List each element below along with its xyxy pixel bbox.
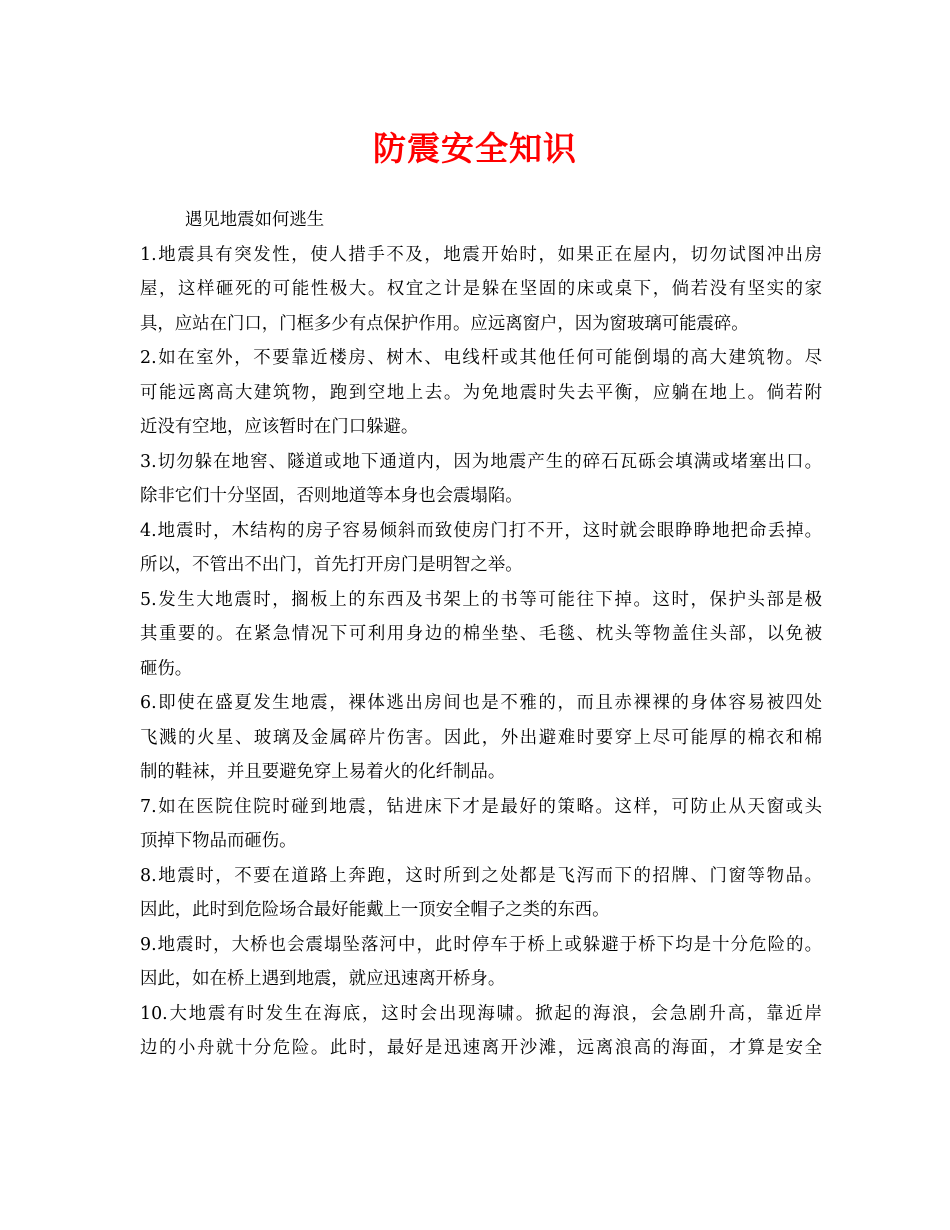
paragraph-8	[140, 859, 822, 928]
paragraph-3	[140, 445, 822, 514]
paragraph-10	[140, 997, 822, 1066]
paragraph-5	[140, 583, 822, 687]
text-line: 砸伤。	[140, 658, 193, 679]
text-line: 制的鞋袜，并且要避免穿上易着火的化纤制品。	[140, 762, 506, 782]
text-line: 其重要的。在紧急情况下可利用身边的棉坐垫、毛毯、枕头等物盖住头部，以免被	[140, 624, 822, 644]
text-line: 具，应站在门口，门框多少有点保护作用。应远离窗户，因为窗玻璃可能震碎。	[140, 313, 749, 334]
document-body	[140, 203, 822, 1066]
text-line: 4.地震时，木结构的房子容易倾斜而致使房门打不开，这时就会眼睁睁地把命丢掉。	[140, 520, 822, 541]
paragraph-2	[140, 341, 822, 445]
section-subtitle: 遇见地震如何逃生	[185, 210, 325, 230]
text-line: 10.大地震有时发生在海底，这时会出现海啸。掀起的海浪，会急剧升高，靠近岸	[140, 1003, 822, 1024]
text-line: 顶掉下物品而砸伤。	[140, 831, 297, 851]
paragraph-7	[140, 790, 822, 859]
text-line: 除非它们十分坚固，否则地道等本身也会震塌陷。	[140, 486, 523, 506]
paragraph-4	[140, 514, 822, 583]
paragraph-9	[140, 928, 822, 997]
paragraph-6	[140, 686, 822, 790]
paragraph-1	[140, 238, 822, 342]
text-line: 边的小舟就十分危险。此时，最好是迅速离开沙滩，远离浪高的海面，才算是安全	[140, 1038, 822, 1058]
text-line: 可能远离高大建筑物，跑到空地上去。为免地震时失去平衡，应躺在地上。倘若附	[140, 382, 822, 403]
text-line: 6.即使在盛夏发生地震，裸体逃出房间也是不雅的，而且赤裸裸的身体容易被四处	[140, 693, 822, 713]
text-line: 8.地震时，不要在道路上奔跑，这时所到之处都是飞泻而下的招牌、门窗等物品。	[140, 865, 822, 886]
text-line: 屋，这样砸死的可能性极大。权宜之计是躲在坚固的床或桌下，倘若没有坚实的家	[140, 279, 822, 299]
text-line: 7.如在医院住院时碰到地震，钻进床下才是最好的策略。这样，可防止从天窗或头	[140, 796, 822, 817]
text-line: 飞溅的火星、玻璃及金属碎片伤害。因此，外出避难时要穿上尽可能厚的棉衣和棉	[140, 727, 822, 748]
text-line: 1.地震具有突发性，使人措手不及，地震开始时，如果正在屋内，切勿试图冲出房	[140, 244, 822, 265]
text-line: 因此，如在桥上遇到地震，就应迅速离开桥身。	[140, 969, 506, 989]
text-line: 9.地震时，大桥也会震塌坠落河中，此时停车于桥上或躲避于桥下均是十分危险的。	[140, 934, 822, 955]
text-line: 所以，不管出不出门，首先打开房门是明智之举。	[140, 555, 523, 575]
text-line: 2.如在室外，不要靠近楼房、树木、电线杆或其他任何可能倒塌的高大建筑物。尽	[140, 348, 822, 368]
text-line: 3.切勿躲在地窖、隧道或地下通道内，因为地震产生的碎石瓦砾会填满或堵塞出口。	[140, 451, 822, 472]
text-line: 近没有空地，应该暂时在门口躲避。	[140, 417, 419, 437]
text-line: 5.发生大地震时，搁板上的东西及书架上的书等可能往下掉。这时，保护头部是极	[140, 589, 822, 610]
document-title: 防震安全知识	[373, 129, 577, 168]
text-line: 因此，此时到危险场合最好能戴上一顶安全帽子之类的东西。	[140, 900, 610, 920]
